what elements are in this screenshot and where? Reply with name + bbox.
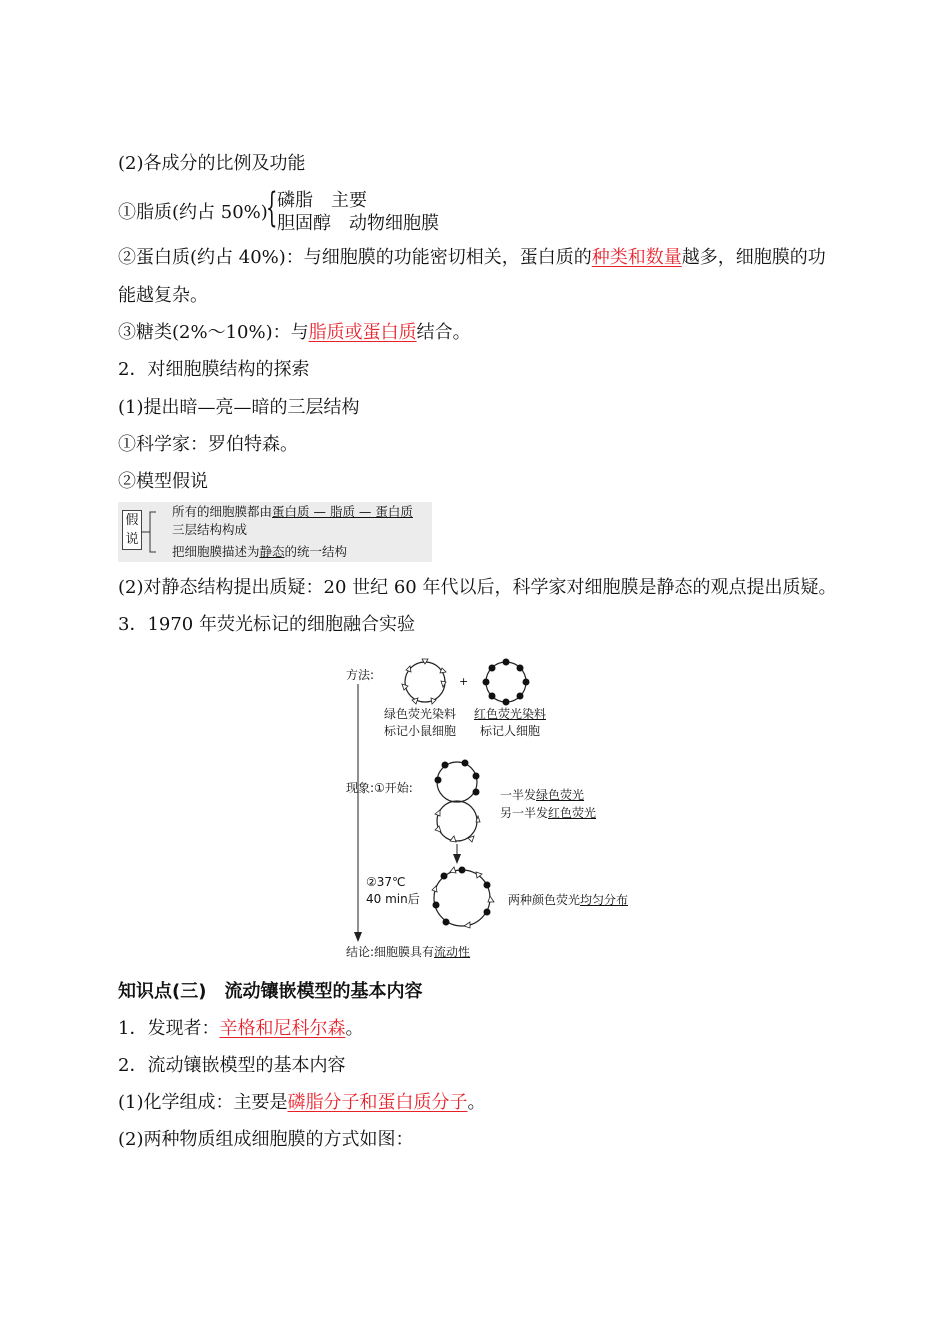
- discoverer-highlight: 辛格和尼科尔森: [219, 1018, 346, 1039]
- diagram-half-green: [500, 787, 584, 804]
- composition-line: [118, 1091, 486, 1115]
- diagram-green-line-1: 绿色荧光染料: [384, 707, 457, 721]
- diagram-condition-1: ②37℃: [366, 875, 406, 889]
- arrangement-line: (2)两种物质组成细胞膜的方式如图：: [118, 1129, 414, 1150]
- protein-line: [118, 246, 826, 270]
- diagram-result: [508, 892, 628, 909]
- heading-2-1: (1)提出暗—亮—暗的三层结构: [118, 397, 360, 418]
- hypothesis-text: 把细胞膜描述为: [172, 544, 260, 559]
- diagram-underlined: 红色荧光: [548, 806, 597, 820]
- diagram-text: 一半发: [500, 788, 537, 802]
- section-subtitle: (2)各成分的比例及功能: [118, 153, 306, 174]
- diagram-text: 另一半发: [500, 806, 549, 820]
- hypothesis-text: 所有的细胞膜都由: [172, 504, 273, 519]
- sugar-text: ③糖类(2%～10%)：与: [118, 322, 309, 343]
- protein-text-end: 越多，细胞膜的功: [681, 247, 826, 268]
- sugar-line: [118, 321, 471, 345]
- hypothesis-tag: 假说: [122, 510, 142, 550]
- diagram-half-red: [500, 805, 596, 822]
- diagram-condition-2: 40 min后: [366, 892, 420, 906]
- diagram-phenomenon-label: 现象:①开始:: [346, 781, 413, 795]
- diagram-text: 两种颜色荧光: [508, 893, 581, 907]
- mouse-cell: [405, 662, 445, 702]
- discoverer-text-end: 。: [345, 1018, 364, 1039]
- heading-2-2: (2)对静态结构提出质疑：20 世纪 60 年代以后，科学家对细胞膜是静态的观点提出质疑。: [118, 577, 837, 598]
- knowledge-point-3-title: 知识点(三) 流动镶嵌模型的基本内容: [118, 981, 423, 1002]
- composition-text-end: 。: [467, 1092, 486, 1113]
- protein-line-2: 能越复杂。: [118, 285, 208, 306]
- composition-highlight: 磷脂分子和蛋白质分子: [287, 1092, 468, 1113]
- hypothesis-underlined: 蛋白质 — 脂质 — 蛋白质: [272, 504, 413, 519]
- hypothesis-box: [118, 502, 432, 562]
- heading-3: 3．1970 年荧光标记的细胞融合实验: [118, 614, 415, 635]
- diagram-green-line-2: 标记小鼠细胞: [384, 724, 457, 738]
- diagram-method-label: 方法:: [346, 668, 375, 682]
- discoverer-text: 1．发现者：: [118, 1018, 220, 1039]
- model-content-heading: 2．流动镶嵌模型的基本内容: [118, 1055, 346, 1076]
- discoverer-line: [118, 1017, 363, 1041]
- diagram-underlined: 绿色荧光: [536, 788, 585, 802]
- composition-text: (1)化学组成：主要是: [118, 1092, 288, 1113]
- hypothesis-line-2: 三层结构构成: [172, 522, 248, 537]
- lipid-item-cholesterol: 胆固醇 动物细胞膜: [277, 213, 439, 234]
- hypothesis-underlined: 静态: [259, 544, 285, 559]
- diagram-text: 结论:细胞膜具有: [346, 945, 435, 959]
- hypothesis-text: 的统一结构: [284, 544, 348, 559]
- heading-2: 2．对细胞膜结构的探索: [118, 359, 310, 380]
- protein-highlight: 种类和数量: [591, 247, 682, 268]
- diagram-underlined: 均匀分布: [580, 893, 629, 907]
- protein-text: ②蛋白质(约占 40%)：与细胞膜的功能密切相关，蛋白质的: [118, 247, 592, 268]
- sugar-text-end: 结合。: [416, 322, 471, 343]
- diagram-conclusion: [346, 944, 470, 961]
- diagram-underlined: 流动性: [434, 945, 471, 959]
- scientist-line: ①科学家：罗伯特森。: [118, 434, 298, 455]
- hypothesis-line-3: [172, 544, 347, 560]
- model-line: ②模型假说: [118, 471, 208, 492]
- brace-icon: {: [266, 185, 278, 231]
- lipid-item-phospholipid: 磷脂 主要: [277, 190, 367, 211]
- diagram-red-line-1: 红色荧光染料: [474, 707, 547, 721]
- sugar-highlight: 脂质或蛋白质: [308, 322, 417, 343]
- diagram-plus: +: [459, 675, 469, 688]
- hypothesis-line-1: [172, 504, 413, 520]
- lipid-label: ①脂质(约占 50%): [118, 202, 268, 223]
- diagram-red-line-2: 标记人细胞: [480, 724, 541, 738]
